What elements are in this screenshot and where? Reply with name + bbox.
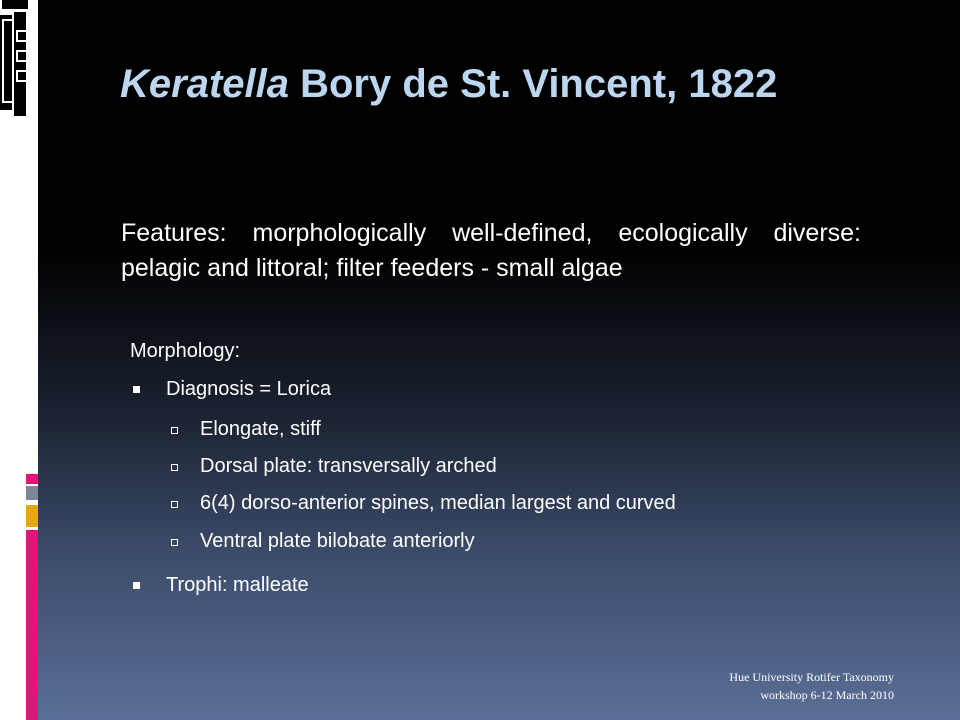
bullet-square-icon xyxy=(133,582,140,589)
bullet-item: Diagnosis = Lorica xyxy=(166,378,332,400)
sub-bullet-icon xyxy=(171,427,178,434)
sub-bullet-icon xyxy=(171,501,178,508)
accent-pink xyxy=(26,530,38,720)
sub-bullet-item: Elongate, stiff xyxy=(200,418,321,440)
decor-frame xyxy=(12,10,28,118)
sub-bullet-icon xyxy=(171,539,178,546)
bullet-square-icon xyxy=(133,386,140,393)
sub-bullet-item: Dorsal plate: transversally arched xyxy=(200,455,497,477)
sub-bullet-icon xyxy=(171,464,178,471)
footer-note xyxy=(664,668,894,704)
decor-frame xyxy=(16,50,28,62)
title-genus: Keratella xyxy=(120,62,289,106)
sub-bullet-item: Ventral plate bilobate anteriorly xyxy=(200,530,475,552)
footer-line: workshop 6-12 March 2010 xyxy=(760,688,894,702)
decor-frame xyxy=(2,0,28,9)
features-paragraph: Features: morphologically well-defined, ecologically diverse: pelagic and littoral; filter feeders - small algae xyxy=(121,219,861,282)
sub-bullet-item: 6(4) dorso-anterior spines, median largest and curved xyxy=(200,492,676,514)
slide-title xyxy=(120,62,940,107)
accent-pink xyxy=(26,474,38,484)
accent-gray xyxy=(26,486,38,500)
morphology-label: Morphology: xyxy=(130,340,241,362)
footer-line: Hue University Rotifer Taxonomy xyxy=(729,670,894,684)
bullet-item: Trophi: malleate xyxy=(166,574,309,596)
accent-gold xyxy=(26,505,38,527)
decor-frame xyxy=(16,70,28,82)
decor-frame xyxy=(16,30,28,42)
title-authority: Bory de St. Vincent, 1822 xyxy=(288,62,778,106)
